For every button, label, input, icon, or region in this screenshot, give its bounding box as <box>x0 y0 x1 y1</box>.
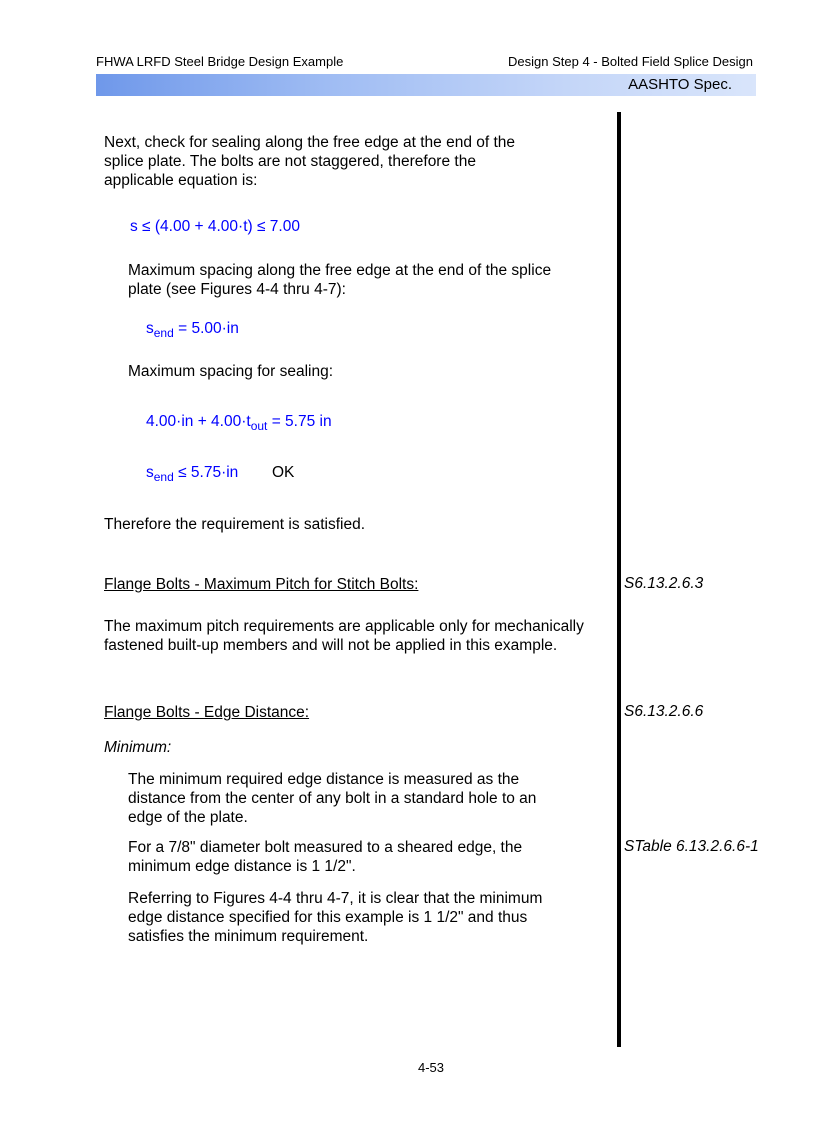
spec-ref-table: STable 6.13.2.6.6-1 <box>624 838 759 855</box>
equation-sealing: $4.00\cdot in + 4.00\cdot t_{out} = 5.75$ in <box>146 413 332 433</box>
column-divider <box>617 112 621 1047</box>
paragraph-sealing-max: Maximum spacing for sealing: <box>128 363 334 380</box>
header-right: Design Step 4 - Bolted Field Splice Design <box>508 54 753 69</box>
heading-edge-distance: Flange Bolts - Edge Distance: <box>104 704 310 721</box>
paragraph-bolt-edge: For a 7/8" diameter bolt measured to a sheared edge, the minimum edge distance is 1 1/2". <box>128 839 523 875</box>
spec-ref-stitch: S6.13.2.6.3 <box>624 575 704 592</box>
header-left: FHWA LRFD Steel Bridge Design Example <box>96 54 344 69</box>
spec-label: AASHTO Spec. <box>628 76 732 93</box>
equation-send: $s_{end} = 5.00\cdot in$ <box>146 320 239 340</box>
paragraph-figures: Referring to Figures 4-4 thru 4-7, it is clear that the minimum edge distance specified for this example is 1 1/2" and thus satisfies the minimum requirement. <box>128 890 543 945</box>
paragraph-sealing-check: Next, check for sealing along the free edge at the end of the splice plate. The bolts are not staggered, therefore the applicable equation is: <box>104 134 516 189</box>
heading-stitch-bolts: Flange Bolts - Maximum Pitch for Stitch Bolts: <box>104 576 419 593</box>
paragraph-free-edge: Maximum spacing along the free edge at the end of the splice plate (see Figures 4-4 thru 4-7): <box>128 262 552 298</box>
page-number: 4-53 <box>418 1060 445 1075</box>
ok-label: OK <box>272 464 295 481</box>
minimum-label: Minimum: <box>104 739 172 756</box>
paragraph-min-edge: The minimum required edge distance is measured as the distance from the center of any bolt in a standard hole to an edge of the plate. <box>128 771 537 826</box>
spec-ref-edge: S6.13.2.6.6 <box>624 703 704 720</box>
equation-check: $s_{end} \le 5.75\cdot in$ <box>146 464 239 484</box>
paragraph-satisfied: Therefore the requirement is satisfied. <box>104 516 366 533</box>
equation-max-spacing: s ≤ (4.00 + 4.00·t) ≤ 7.00 <box>130 218 300 235</box>
paragraph-pitch: The maximum pitch requirements are applicable only for mechanically fastened built-up members and will not be applied in this example. <box>104 618 584 654</box>
